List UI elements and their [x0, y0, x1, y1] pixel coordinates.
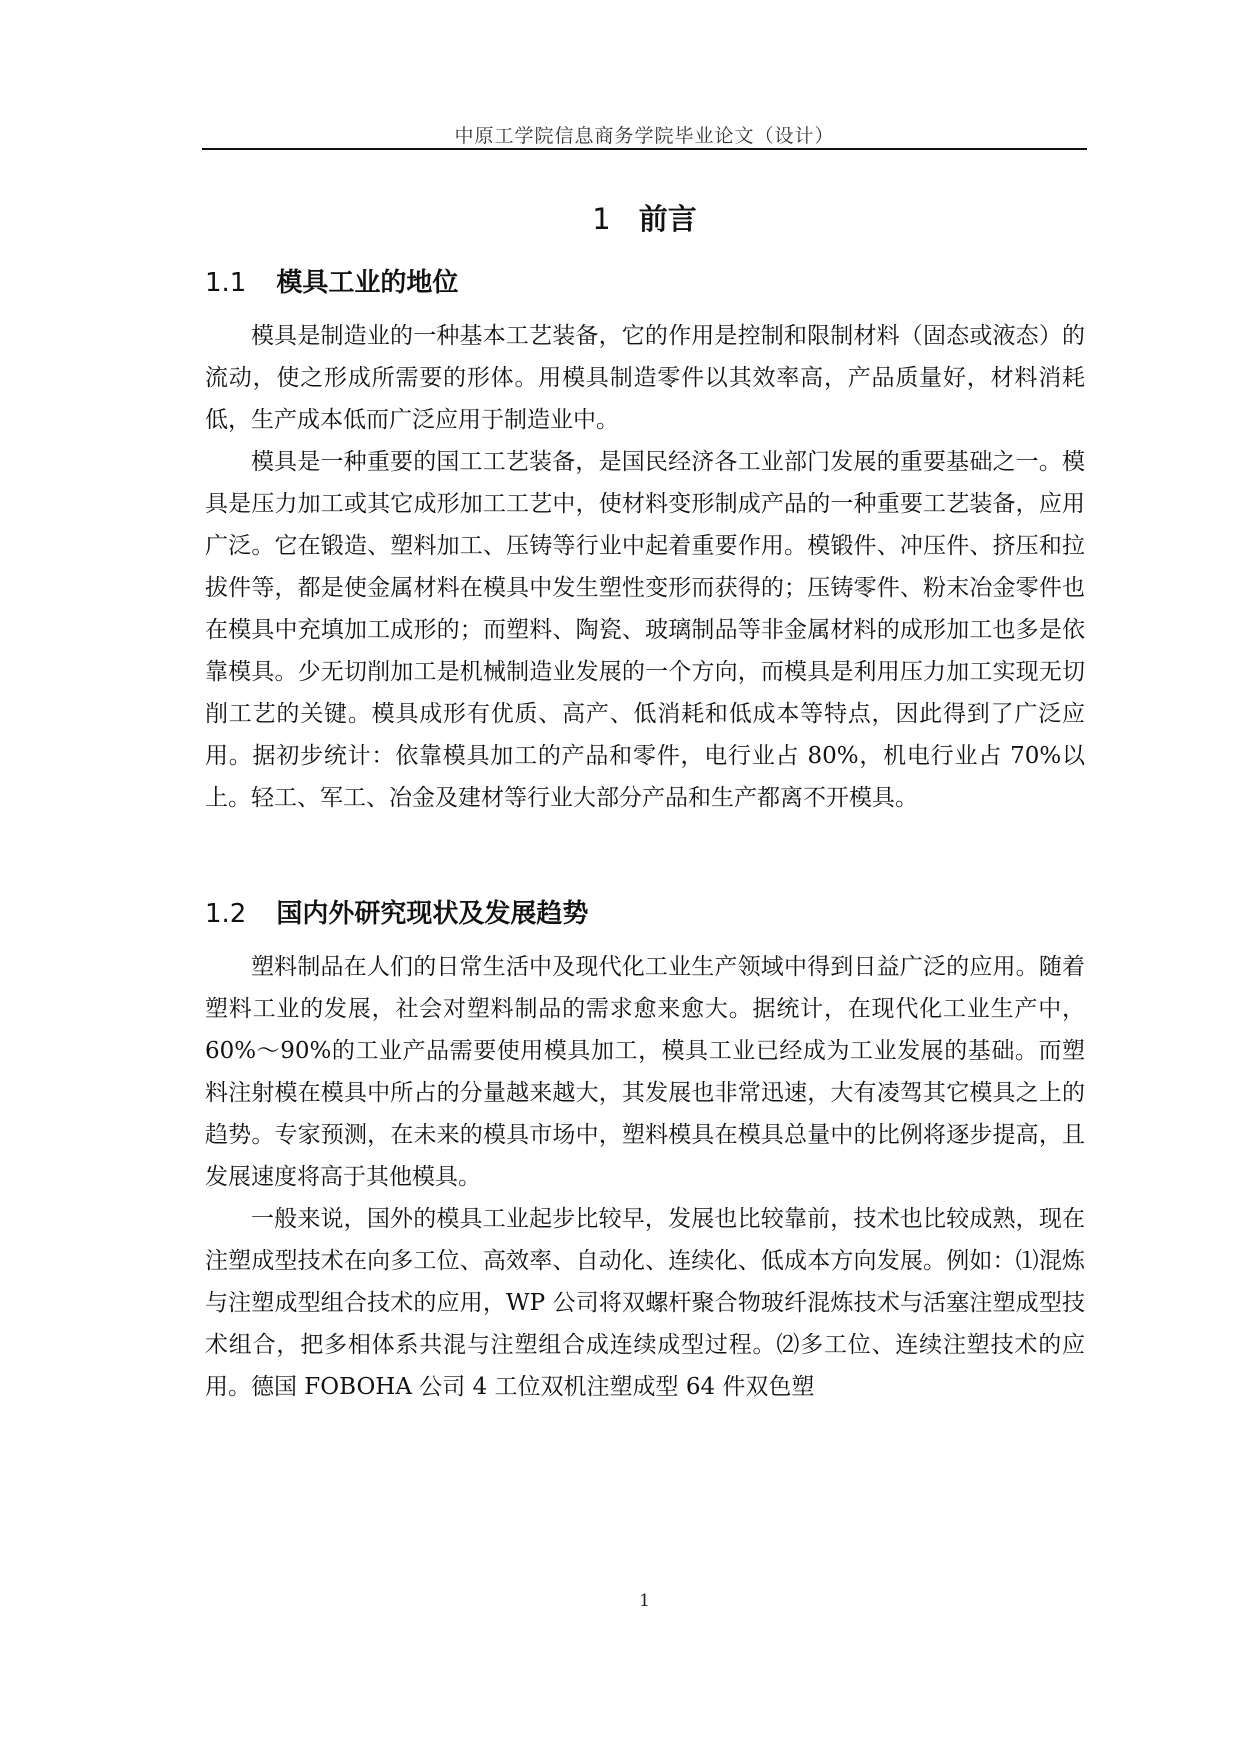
chapter-title: [202, 197, 1087, 238]
section-heading-1-1: [205, 262, 458, 299]
section-body-1-2: [205, 946, 1085, 1408]
paragraph: 模具是制造业的一种基本工艺装备，它的作用是控制和限制材料（固态或液态）的流动，使之形成所需要的形体。用模具制造零件以其效率高，产品质量好，材料消耗低，生产成本低而广泛应用于制造业中。: [205, 323, 1085, 433]
section-heading-1-2: [205, 893, 588, 930]
section-title: 国内外研究现状及发展趋势: [276, 899, 589, 929]
section-body-1-1: [205, 315, 1085, 819]
paragraph: 一般来说，国外的模具工业起步比较早，发展也比较靠前，技术也比较成熟，现在注塑成型技术在向多工位、高效率、自动化、连续化、低成本方向发展。例如：⑴混炼与注塑成型组合技术的应用，WP 公司将双螺杆聚合物玻纤混炼技术与活塞注塑成型技术组合，把多相体系共混与注塑组合成连续成型过程。⑵多工位、连续注塑技术的应用。德国 FOBOHA 公司 4 工位双机注塑成型 64 件双色塑: [205, 1206, 1085, 1400]
running-header: 中原工学院信息商务学院毕业论文（设计）: [454, 125, 835, 147]
section-number: 1.2: [205, 899, 247, 929]
section-title: 模具工业的地位: [276, 268, 459, 298]
section-number: 1.1: [205, 268, 247, 298]
paragraph: 塑料制品在人们的日常生活中及现代化工业生产领域中得到日益广泛的应用。随着塑料工业的发展，社会对塑料制品的需求愈来愈大。据统计，在现代化工业生产中，60%～90%的工业产品需要使用模具加工，模具工业已经成为工业发展的基础。而塑料注射模在模具中所占的分量越来越大，其发展也非常迅速，大有凌驾其它模具之上的趋势。专家预测，在未来的模具市场中，塑料模具在模具总量中的比例将逐步提高，且发展速度将高于其他模具。: [205, 954, 1085, 1190]
chapter-number: 1: [592, 202, 611, 236]
header-rule: [202, 148, 1087, 150]
page-number: 1: [639, 1591, 650, 1611]
chapter-title-text: 前言: [638, 202, 697, 236]
paragraph: 模具是一种重要的国工工艺装备，是国民经济各工业部门发展的重要基础之一。模具是压力加工或其它成形加工工艺中，使材料变形制成产品的一种重要工艺装备，应用广泛。它在锻造、塑料加工、压铸等行业中起着重要作用。模锻件、冲压件、挤压和拉拔件等，都是使金属材料在模具中发生塑性变形而获得的；压铸零件、粉末冶金零件也在模具中充填加工成形的；而塑料、陶瓷、玻璃制品等非金属材料的成形加工也多是依靠模具。少无切削加工是机械制造业发展的一个方向，而模具是利用压力加工实现无切削工艺的关键。模具成形有优质、高产、低消耗和低成本等特点，因此得到了广泛应用。据初步统计：依靠模具加工的产品和零件，电行业占 80%，机电行业占 70%以上。轻工、军工、冶金及建材等行业大部分产品和生产都离不开模具。: [205, 449, 1085, 811]
